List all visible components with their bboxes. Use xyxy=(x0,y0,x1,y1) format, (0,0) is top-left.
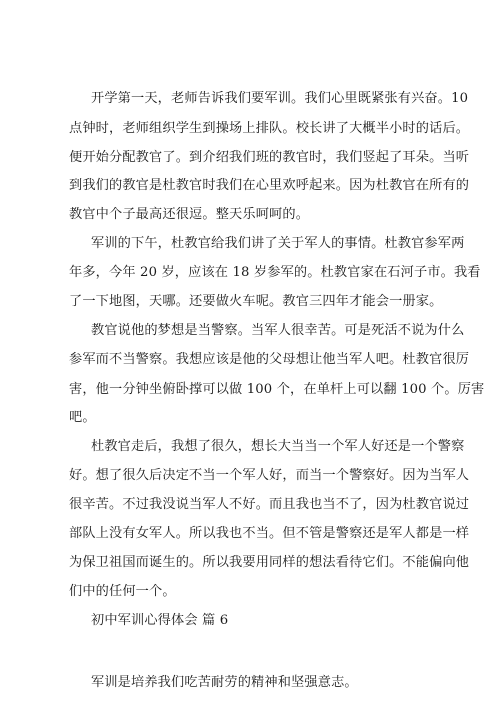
text-line: 点钟时，老师组织学生到操场上排队。校长讲了大概半小时的话后。 xyxy=(69,121,470,136)
text-line: 为保卫祖国而诞生的。所以我要用同样的想法看待它们。不能偏向他 xyxy=(69,555,470,570)
text-line: 军训是培养我们吃苦耐劳的精神和坚强意志。 xyxy=(91,675,358,690)
text-line: 便开始分配教官了。到介绍我们班的教官时，我们竖起了耳朵。当听 xyxy=(69,150,470,165)
text-line: 很辛苦。不过我没说当军人不好。而且我也当不了，因为杜教官说过 xyxy=(69,497,470,512)
text-line: 开学第一天，老师告诉我们要军训。我们心里既紧张有兴奋。10 xyxy=(91,91,469,106)
text-line: 年多，今年 20 岁，应该在 18 岁参军的。杜教官家在石河子市。我看 xyxy=(69,265,481,280)
text-line: 好。想了很久后决定不当一个军人好，而当一个警察好。因为当军人 xyxy=(69,468,470,483)
text-line: 害，他一分钟坐俯卧撑可以做 100 个，在单杆上可以翻 100 个。厉害 xyxy=(69,382,485,397)
section-heading: 初中军训心得体会 篇 6 xyxy=(91,613,229,628)
text-line: 参军而不当警察。我想应该是他的父母想让他当军人吧。杜教官很厉 xyxy=(69,352,470,367)
text-line: 了一下地图，天哪。还要做火车呢。教官三四年才能会一册家。 xyxy=(69,294,443,309)
text-line: 教官说他的梦想是当警察。当军人很幸苦。可是死活不说为什么 xyxy=(91,323,465,338)
text-line: 军训的下午，杜教官给我们讲了关于军人的事情。杜教官参军两 xyxy=(91,236,465,251)
text-line: 杜教官走后，我想了很久，想长大当当一个军人好还是一个警察 xyxy=(91,439,465,454)
text-line: 教官中个子最高还很逗。整天乐呵呵的。 xyxy=(69,207,310,222)
text-line: 们中的任何一个。 xyxy=(69,584,176,599)
text-line: 到我们的教官是杜教官时我们在心里欢呼起来。因为杜教官在所有的 xyxy=(69,178,470,193)
text-line: 吧。 xyxy=(69,410,96,425)
text-line: 部队上没有女军人。所以我也不当。但不管是警察还是军人都是一样 xyxy=(69,526,470,541)
